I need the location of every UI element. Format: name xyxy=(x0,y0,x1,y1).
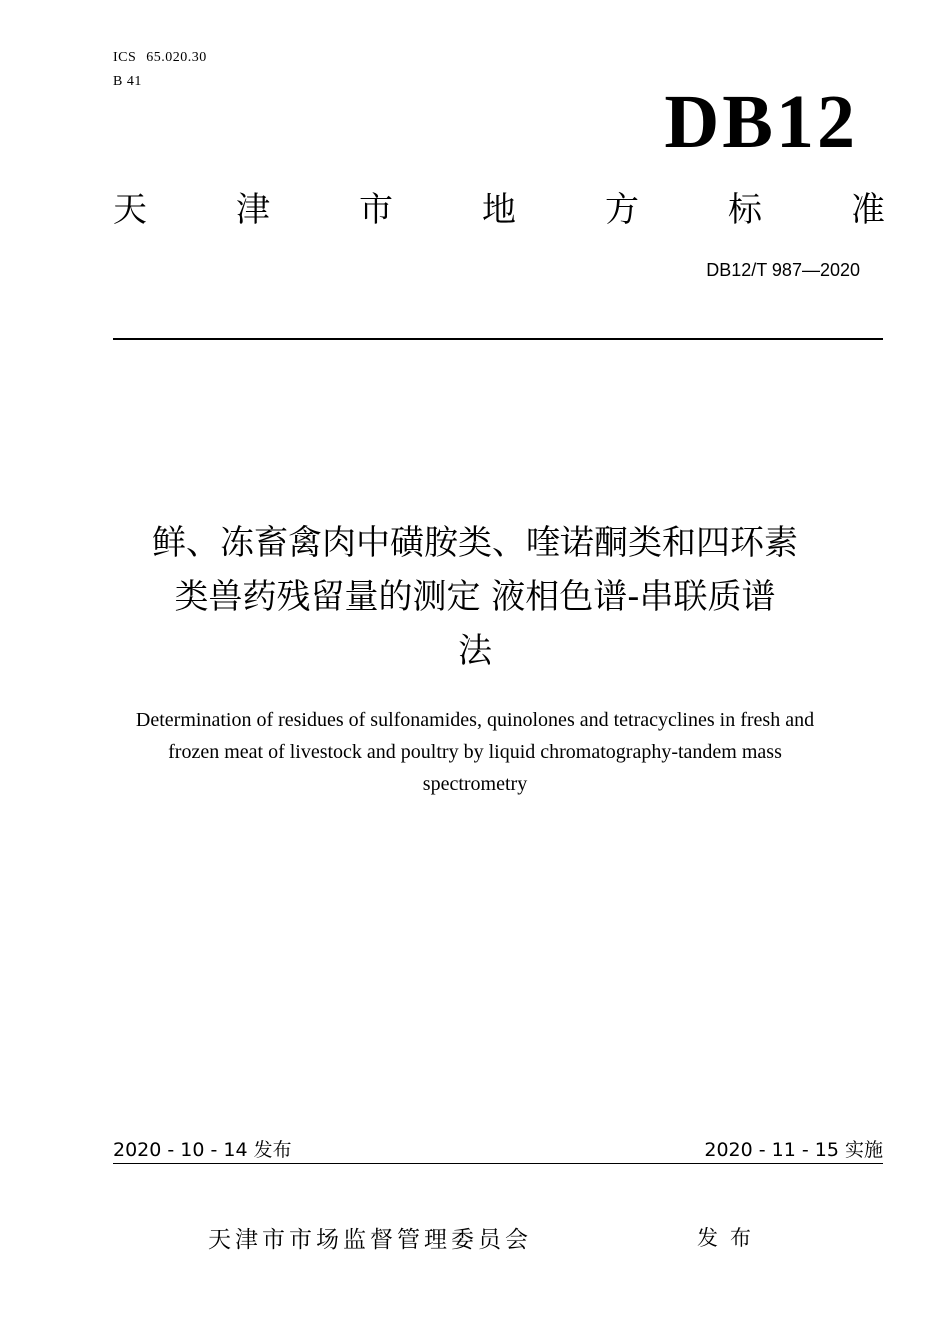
standard-type-char: 市 xyxy=(359,190,393,230)
standard-type-char: 标 xyxy=(728,190,762,230)
standard-type-char: 津 xyxy=(236,190,270,230)
title-english-line: frozen meat of livestock and poultry by liquid chromatography-tandem mass xyxy=(168,741,782,763)
standard-number: DB12/T 987—2020 xyxy=(706,260,860,280)
ccs-classification: B 41 xyxy=(113,74,142,89)
standard-type-char: 天 xyxy=(113,190,147,230)
ics-classification xyxy=(113,49,207,67)
publish-label: 发布 xyxy=(697,1226,763,1250)
db12-logo: DB12 xyxy=(664,80,858,164)
standard-type-char: 准 xyxy=(851,190,885,230)
top-divider xyxy=(113,338,883,340)
title-english xyxy=(75,704,875,800)
bottom-divider xyxy=(113,1163,883,1164)
title-english-line: Determination of residues of sulfonamides, quinolones and tetracyclines in fresh and xyxy=(135,709,815,731)
title-english-line: spectrometry xyxy=(422,773,528,795)
publisher-name: 天津市市场监督管理委员会 xyxy=(208,1227,532,1253)
issue-date: 2020 - 10 - 14 发布 xyxy=(113,1139,292,1161)
implementation-date: 2020 - 11 - 15 实施 xyxy=(704,1139,883,1161)
standard-type-char: 方 xyxy=(605,190,639,230)
standard-type xyxy=(113,186,885,234)
title-chinese xyxy=(75,516,875,678)
title-chinese-line: 类兽药残留量的测定 液相色谱-串联质谱 xyxy=(174,577,776,617)
ics-code: 65.020.30 xyxy=(146,50,207,65)
title-chinese-line: 鲜、冻畜禽肉中磺胺类、喹诺酮类和四环素 xyxy=(152,523,798,563)
standard-type-char: 地 xyxy=(482,190,516,230)
title-chinese-line: 法 xyxy=(458,631,492,671)
ics-label: ICS xyxy=(113,50,137,65)
